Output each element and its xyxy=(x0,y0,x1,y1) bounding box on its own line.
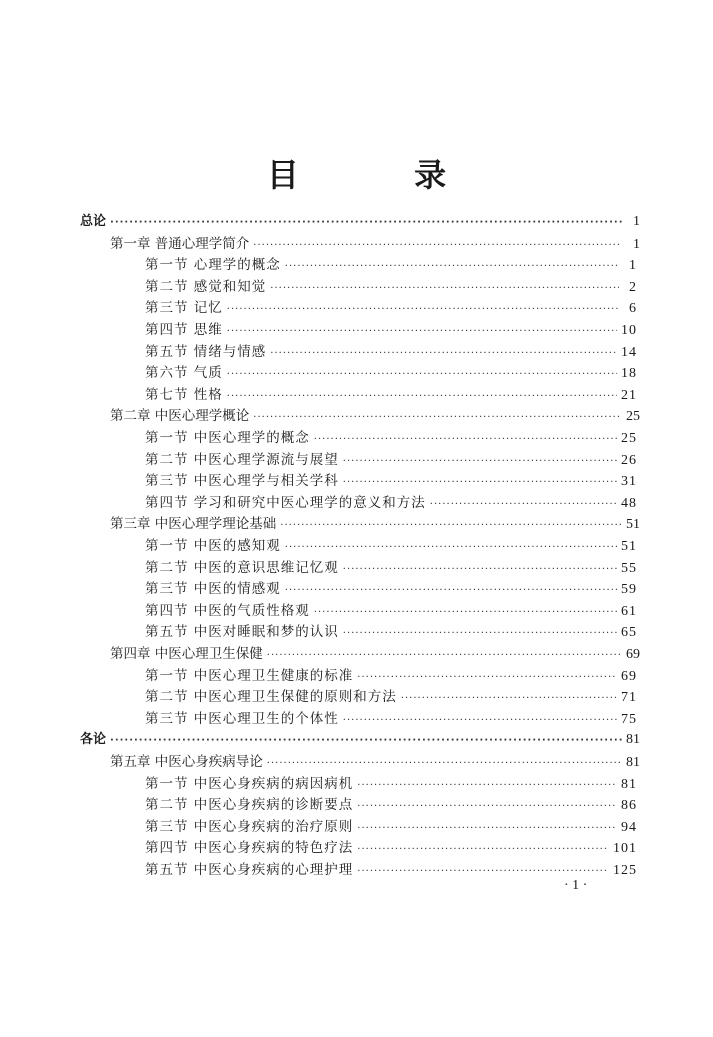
toc-entry-page-number: 31 xyxy=(621,474,637,490)
toc-entry-page-number: 21 xyxy=(621,387,637,403)
toc-section-entry xyxy=(145,276,637,298)
dot-leader xyxy=(110,730,622,752)
toc-section-entry xyxy=(145,492,637,514)
toc-entry-page-number: 18 xyxy=(621,366,637,382)
toc-entry-page-number: 71 xyxy=(621,690,637,706)
toc-entry-page-number: 1 xyxy=(633,214,640,229)
toc-entry-label: 第四节 中医心身疾病的特色疗法 xyxy=(145,840,354,857)
toc-section-entry xyxy=(145,621,637,643)
toc-entry-page-number: 25 xyxy=(621,431,637,446)
dot-leader xyxy=(110,212,622,234)
toc-entry-page-number: 25 xyxy=(626,409,640,425)
toc-entry-label: 各论 xyxy=(80,732,107,748)
toc-entry-page-number: 69 xyxy=(621,668,637,684)
toc-section-entry xyxy=(145,384,637,406)
toc-entry-page-number: 14 xyxy=(621,344,637,360)
toc-entry-page-number: 51 xyxy=(626,517,640,533)
toc-entry-page-number: 6 xyxy=(629,301,637,317)
toc-entry-label: 第一节 中医的感知观 xyxy=(145,538,281,554)
toc-entry-label: 第七节 性格 xyxy=(145,386,223,403)
toc-entry-page-number: 55 xyxy=(621,560,637,576)
toc-entry-label: 第二节 感觉和知觉 xyxy=(145,278,267,295)
page-number: · 1 · xyxy=(564,878,588,893)
toc-entry-label: 第六节 气质 xyxy=(145,365,223,382)
page-title: 目 录 xyxy=(266,156,499,194)
toc-entry-label: 第一节 中医心理卫生健康的标准 xyxy=(145,667,354,684)
toc-entry-page-number: 86 xyxy=(621,798,637,814)
toc-entry-label: 总论 xyxy=(80,214,107,229)
toc-entry-page-number: 1 xyxy=(633,236,640,252)
toc-entry-label: 第五节 中医对睡眠和梦的认识 xyxy=(145,624,339,641)
toc-section-entry xyxy=(145,319,637,341)
toc-section-entry xyxy=(145,816,637,838)
toc-entry-label: 第一节 心理学的概念 xyxy=(145,257,281,274)
toc-section-entry xyxy=(145,470,637,492)
toc-entry-label: 第一节 中医心理学的概念 xyxy=(145,430,310,446)
toc-section-entry xyxy=(145,254,637,276)
toc-entry-label: 第二节 中医心理学源流与展望 xyxy=(145,451,339,468)
toc-chapter-entry xyxy=(110,513,640,535)
toc-section-entry xyxy=(145,557,637,579)
toc-entry-label: 第三节 中医的情感观 xyxy=(145,581,281,598)
toc-chapter-entry xyxy=(110,751,640,773)
toc-entry-page-number: 65 xyxy=(621,625,637,641)
toc-entry-label: 第五节 中医心身疾病的心理护理 xyxy=(145,862,354,878)
toc-entry-label: 第三节 中医心理学与相关学科 xyxy=(145,473,339,490)
toc-section-entry xyxy=(145,578,637,600)
toc-entry-label: 第二节 中医心理卫生保健的原则和方法 xyxy=(145,689,397,706)
toc-chapter-entry xyxy=(110,233,640,255)
toc-section-entry xyxy=(145,686,637,708)
toc-entry-page-number: 94 xyxy=(621,819,637,835)
toc-entry-label: 第五节 情绪与情感 xyxy=(145,343,267,360)
toc-chapter-entry xyxy=(110,643,640,665)
toc-entry-page-number: 10 xyxy=(621,323,637,338)
toc-entry-page-number: 81 xyxy=(626,755,640,770)
toc-entry-label: 第三章 中医心理学理论基础 xyxy=(110,516,277,533)
toc-entry-label: 第三节 中医心身疾病的治疗原则 xyxy=(145,818,354,835)
toc-entry-page-number: 61 xyxy=(621,603,637,619)
toc-entry-label: 第二节 中医的意识思维记忆观 xyxy=(145,559,339,576)
toc-section-entry xyxy=(145,794,637,816)
toc-entry-label: 第五章 中医心身疾病导论 xyxy=(110,754,263,770)
toc-entry-page-number: 101 xyxy=(613,841,637,857)
toc-section-entry xyxy=(145,708,637,730)
toc-entry-page-number: 48 xyxy=(621,495,637,511)
toc-chapter-entry xyxy=(110,405,640,427)
toc-entry-label: 第三节 中医心理卫生的个体性 xyxy=(145,710,339,727)
toc-entry-page-number: 81 xyxy=(626,732,640,748)
toc-entry-page-number: 2 xyxy=(629,279,637,295)
toc-section-entry xyxy=(145,297,637,319)
toc-section-entry xyxy=(145,341,637,363)
toc-section-entry xyxy=(145,600,637,622)
toc-part-entry xyxy=(80,729,640,751)
toc-entry-label: 第一章 普通心理学简介 xyxy=(110,235,250,252)
toc-entry-label: 第三节 记忆 xyxy=(145,300,223,317)
toc-entry-label: 第四章 中医心理卫生保健 xyxy=(110,646,263,662)
toc-entry-page-number: 75 xyxy=(621,711,637,727)
toc-section-entry xyxy=(145,773,637,795)
toc-entry-page-number: 81 xyxy=(621,776,637,792)
toc-entry-label: 第二节 中医心身疾病的诊断要点 xyxy=(145,797,354,814)
toc-entry-page-number: 125 xyxy=(613,863,637,878)
toc-entry-page-number: 59 xyxy=(621,582,637,598)
toc-section-entry xyxy=(145,535,637,557)
toc-section-entry xyxy=(145,362,637,384)
toc-entry-page-number: 51 xyxy=(621,539,637,554)
toc-entry-page-number: 26 xyxy=(621,452,637,468)
toc-entry-label: 第二章 中医心理学概论 xyxy=(110,408,250,425)
toc-entry-page-number: 1 xyxy=(629,258,637,274)
toc-entry-label: 第一节 中医心身疾病的病因病机 xyxy=(145,775,354,792)
toc-section-entry xyxy=(145,449,637,471)
toc-part-entry xyxy=(80,211,640,233)
toc-entry-label: 第四节 中医的气质性格观 xyxy=(145,602,310,619)
toc-entry-label: 第四节 学习和研究中医心理学的意义和方法 xyxy=(145,494,426,511)
toc-entry-page-number: 69 xyxy=(626,647,640,662)
toc-section-entry xyxy=(145,665,637,687)
toc-section-entry xyxy=(145,837,637,859)
toc-entry-label: 第四节 思维 xyxy=(145,322,223,338)
toc-section-entry xyxy=(145,427,637,449)
